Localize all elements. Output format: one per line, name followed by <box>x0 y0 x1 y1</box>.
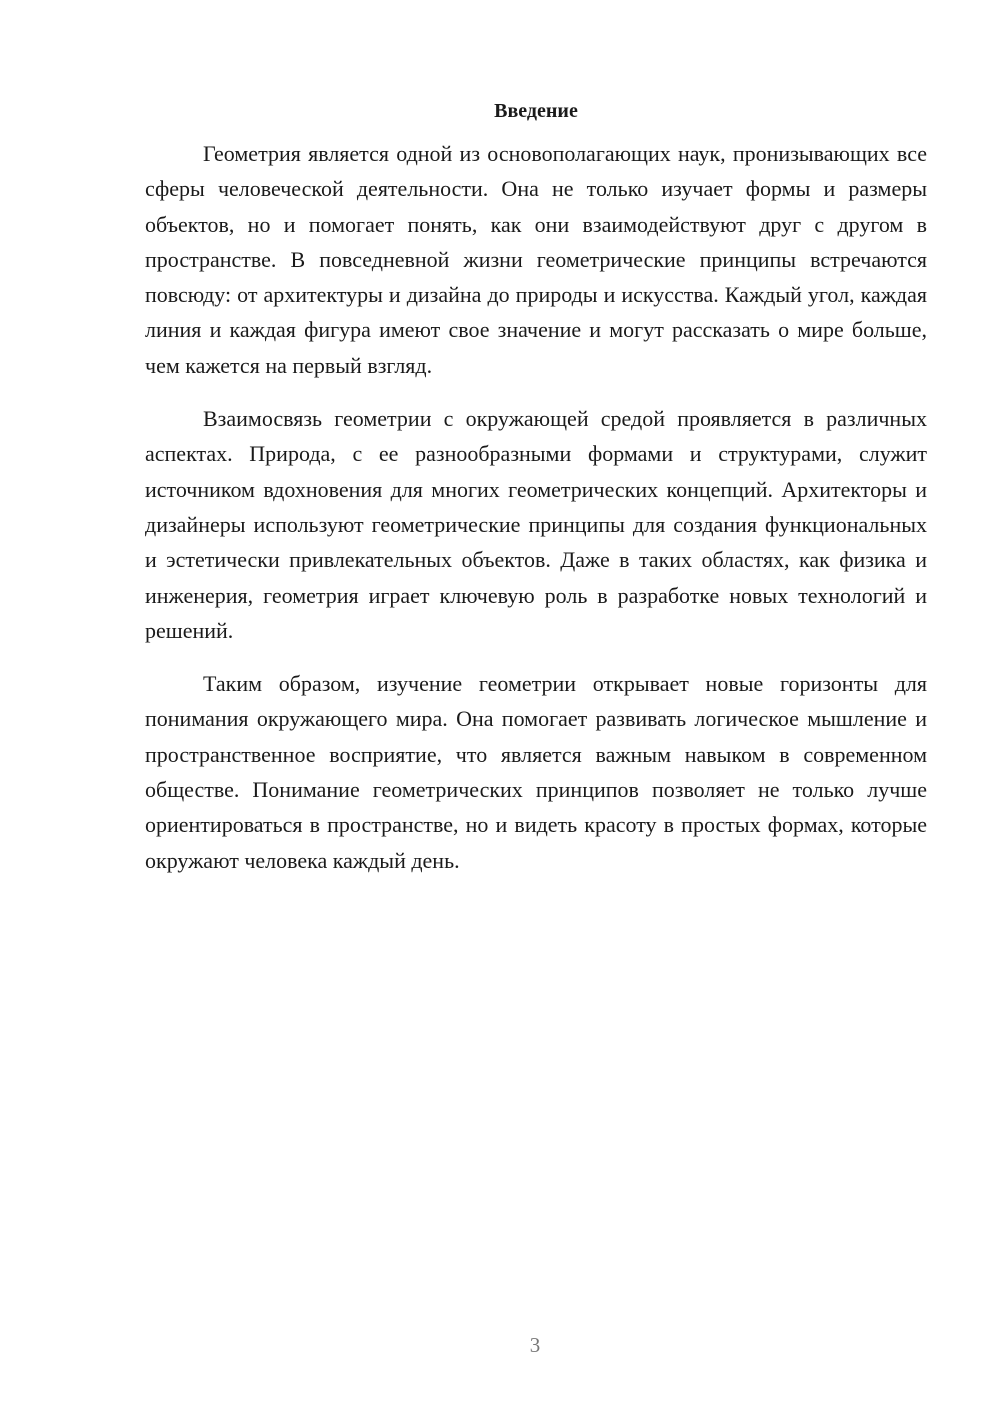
page-number: 3 <box>529 1333 541 1357</box>
paragraph-2: Взаимосвязь геометрии с окружающей средой проявляется в различных аспектах. Природа, с ее разнообразными формами и структурами, служит источником вдохновения для многих геометрических концепций. Архитекторы и дизайнеры используют геометрические принципы для создания функциональных и эстетически привлекательных объектов. Даже в таких областях, как физика и инженерия, геометрия играет ключевую роль в разработке новых технологий и решений. <box>145 406 927 643</box>
paragraph-3: Таким образом, изучение геометрии открывает новые горизонты для понимания окружающего мира. Она помогает развивать логическое мышление и пространственное восприятие, что является важным навыком в современном обществе. Понимание геометрических принципов позволяет не только лучше ориентироваться в пространстве, но и видеть красоту в простых формах, которые окружают человека каждый день. <box>145 671 927 873</box>
paragraph-1: Геометрия является одной из основополагающих наук, пронизывающих все сферы человеческой деятельности. Она не только изучает формы и размеры объектов, но и помогает понять, как они взаимодействуют друг с другом в пространстве. В повседневной жизни геометрические принципы встречаются повсюду: от архитектуры и дизайна до природы и искусства. Каждый угол, каждая линия и каждая фигура имеют свое значение и могут рассказать о мире больше, чем кажется на первый взгляд. <box>145 141 927 378</box>
section-title: Введение <box>494 100 578 122</box>
page-body <box>145 96 927 878</box>
